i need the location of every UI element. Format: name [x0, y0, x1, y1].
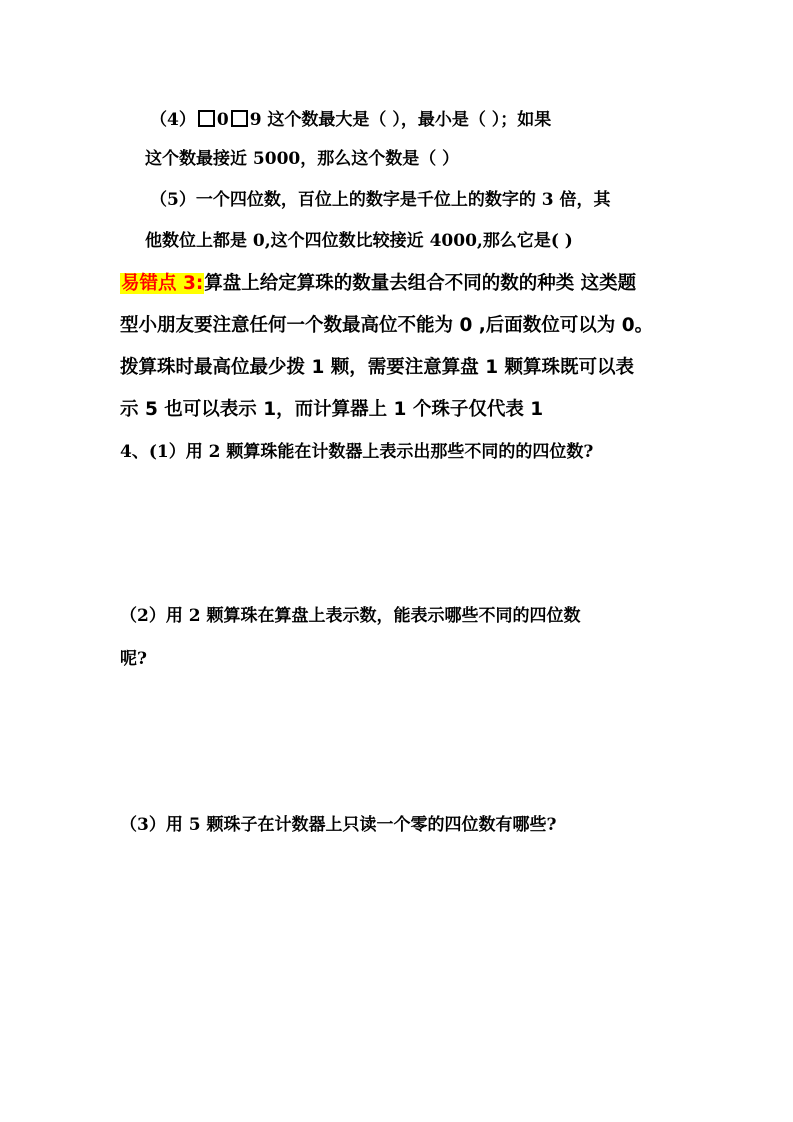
- question-3-5-line-2: 他数位上都是 0,这个四位数比较接近 4000,那么它是( ): [145, 231, 573, 251]
- question-4-2-line-2: 呢?: [120, 649, 147, 669]
- question-3-4-line-1: [150, 108, 551, 132]
- question-3-4-mid: 0: [216, 110, 229, 130]
- question-3-5-line-1: （5）一个四位数，百位上的数字是千位上的数字的 3 倍，其: [150, 190, 611, 210]
- tip-3-line-1: [120, 270, 636, 298]
- question-4-1: 4、(1）用 2 颗算珠能在计数器上表示出那些不同的的四位数?: [120, 442, 594, 462]
- tip-3-line-3: 拨算珠时最高位最少拨 1 颗，需要注意算盘 1 颗算珠既可以表: [120, 357, 635, 378]
- blank-box-tens: [231, 110, 248, 127]
- question-3-4-prefix: （4）: [150, 110, 196, 130]
- question-4-2-line-1: （2）用 2 颗算珠在算盘上表示数，能表示哪些不同的四位数: [120, 606, 581, 626]
- question-4-3: （3）用 5 颗珠子在计数器上只读一个零的四位数有哪些?: [120, 815, 557, 835]
- tip-3-line-1-rest: 算盘上给定算珠的数量去组合不同的数的种类 这类题: [204, 273, 637, 294]
- tip-3-line-2: 型小朋友要注意任何一个数最高位不能为 0 ,后面数位可以为 0。: [120, 315, 654, 336]
- tip-3-line-4: 示 5 也可以表示 1，而计算器上 1 个珠子仅代表 1: [120, 399, 544, 420]
- tip-3-label: 易错点 3:: [121, 273, 204, 294]
- question-3-4-suffix: 9 这个数最大是（ ），最小是（ ）；如果: [249, 110, 552, 130]
- question-3-4-line-2: 这个数最接近 5000，那么这个数是（ ）: [145, 149, 460, 169]
- blank-box-thousands: [198, 110, 215, 127]
